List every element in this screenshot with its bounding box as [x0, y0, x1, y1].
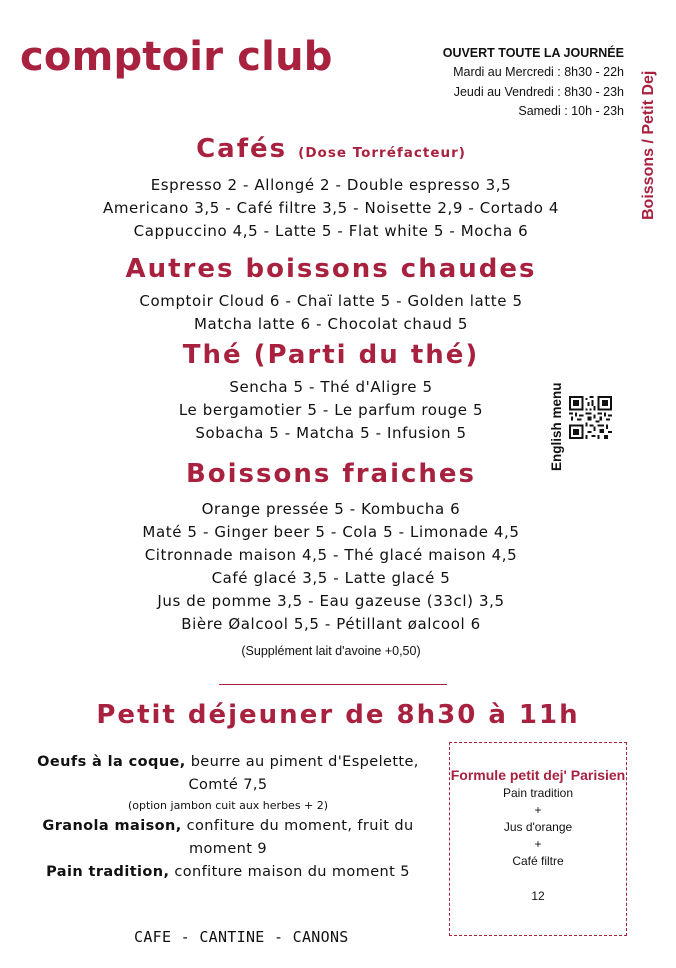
- menu-line: Maté 5 - Ginger beer 5 - Cola 5 - Limonade 4,5: [142, 523, 520, 541]
- breakfast-item: [18, 815, 438, 838]
- breakfast-items: [18, 751, 438, 884]
- item-desc: confiture maison du moment 5: [169, 864, 410, 880]
- menu-line: Comptoir Cloud 6 - Chaï latte 5 - Golden latte 5: [139, 292, 523, 310]
- menu-line: Citronnade maison 4,5 - Thé glacé maison 4,5: [144, 546, 518, 564]
- chaudes-title: Autres boissons chaudes: [125, 254, 537, 284]
- item-option: (option jambon cuit aux herbes + 2): [127, 799, 329, 812]
- menu-line: Cappuccino 4,5 - Latte 5 - Flat white 5 - Mocha 6: [133, 222, 529, 240]
- menu-line: Le bergamotier 5 - Le parfum rouge 5: [178, 401, 484, 419]
- menu-line: Orange pressée 5 - Kombucha 6: [201, 500, 461, 518]
- menu-line: Espresso 2 - Allongé 2 - Double espresso 3,5: [150, 176, 512, 194]
- menu-line: Sobacha 5 - Matcha 5 - Infusion 5: [195, 424, 467, 442]
- supplement-note: (Supplément lait d'avoine +0,50): [241, 644, 421, 658]
- brand-title: comptoir club: [20, 34, 333, 80]
- formula-item: +: [534, 837, 542, 851]
- item-desc: confiture du moment, fruit du: [181, 818, 414, 834]
- menu-line: Jus de pomme 3,5 - Eau gazeuse (33cl) 3,5: [157, 592, 505, 610]
- qr-code-icon[interactable]: [569, 396, 612, 439]
- formula-title: Formule petit dej' Parisien: [450, 767, 626, 783]
- item-name: Pain tradition,: [46, 864, 170, 880]
- item-desc-cont: Comté 7,5: [188, 777, 268, 793]
- hours-line: Samedi : 10h - 23h: [518, 104, 624, 118]
- formula-price: 12: [531, 889, 545, 903]
- fraiches-title: Boissons fraiches: [185, 459, 477, 489]
- section-cafes: [0, 134, 662, 243]
- formula-item: Pain tradition: [502, 786, 574, 800]
- hours-line: Mardi au Mercredi : 8h30 - 22h: [453, 65, 624, 79]
- breakfast-item: [18, 861, 438, 884]
- item-name: Oeufs à la coque,: [37, 754, 186, 770]
- side-label: Boissons / Petit Dej: [640, 70, 657, 220]
- opening-hours: [443, 46, 624, 122]
- breakfast-section: [0, 700, 676, 730]
- item-name: Granola maison,: [42, 818, 182, 834]
- english-menu-label: English menu: [549, 382, 564, 471]
- menu-line: Café glacé 3,5 - Latte glacé 5: [211, 569, 451, 587]
- formula-item: Jus d'orange: [503, 820, 573, 834]
- menu-line: Bière Øalcool 5,5 - Pétillant øalcool 6: [181, 615, 481, 633]
- section-fraiches: [0, 459, 662, 658]
- cafes-title: Cafés: [196, 134, 288, 164]
- hours-line: Jeudi au Vendredi : 8h30 - 23h: [453, 84, 624, 99]
- the-title: Thé (Parti du thé): [182, 340, 480, 370]
- cafes-subtitle: (Dose Torréfacteur): [298, 145, 466, 161]
- menu-line: Matcha latte 6 - Chocolat chaud 5: [193, 315, 469, 333]
- footer-tagline: CAFE - CANTINE - CANONS: [134, 928, 349, 946]
- item-desc: beurre au piment d'Espelette,: [185, 754, 419, 770]
- breakfast-item: [18, 751, 438, 774]
- menu-line: Sencha 5 - Thé d'Aligre 5: [229, 378, 433, 396]
- breakfast-title: Petit déjeuner de 8h30 à 11h: [96, 700, 580, 730]
- formula-item: +: [534, 803, 542, 817]
- item-desc-cont: moment 9: [189, 841, 267, 857]
- hours-title: OUVERT TOUTE LA JOURNÉE: [442, 46, 624, 60]
- divider: [219, 684, 447, 685]
- section-chaudes: [0, 254, 662, 336]
- formula-box: [449, 742, 627, 936]
- menu-line: Americano 3,5 - Café filtre 3,5 - Noisette 2,9 - Cortado 4: [102, 199, 560, 217]
- formula-item: Café filtre: [512, 854, 564, 868]
- section-title: [0, 134, 662, 164]
